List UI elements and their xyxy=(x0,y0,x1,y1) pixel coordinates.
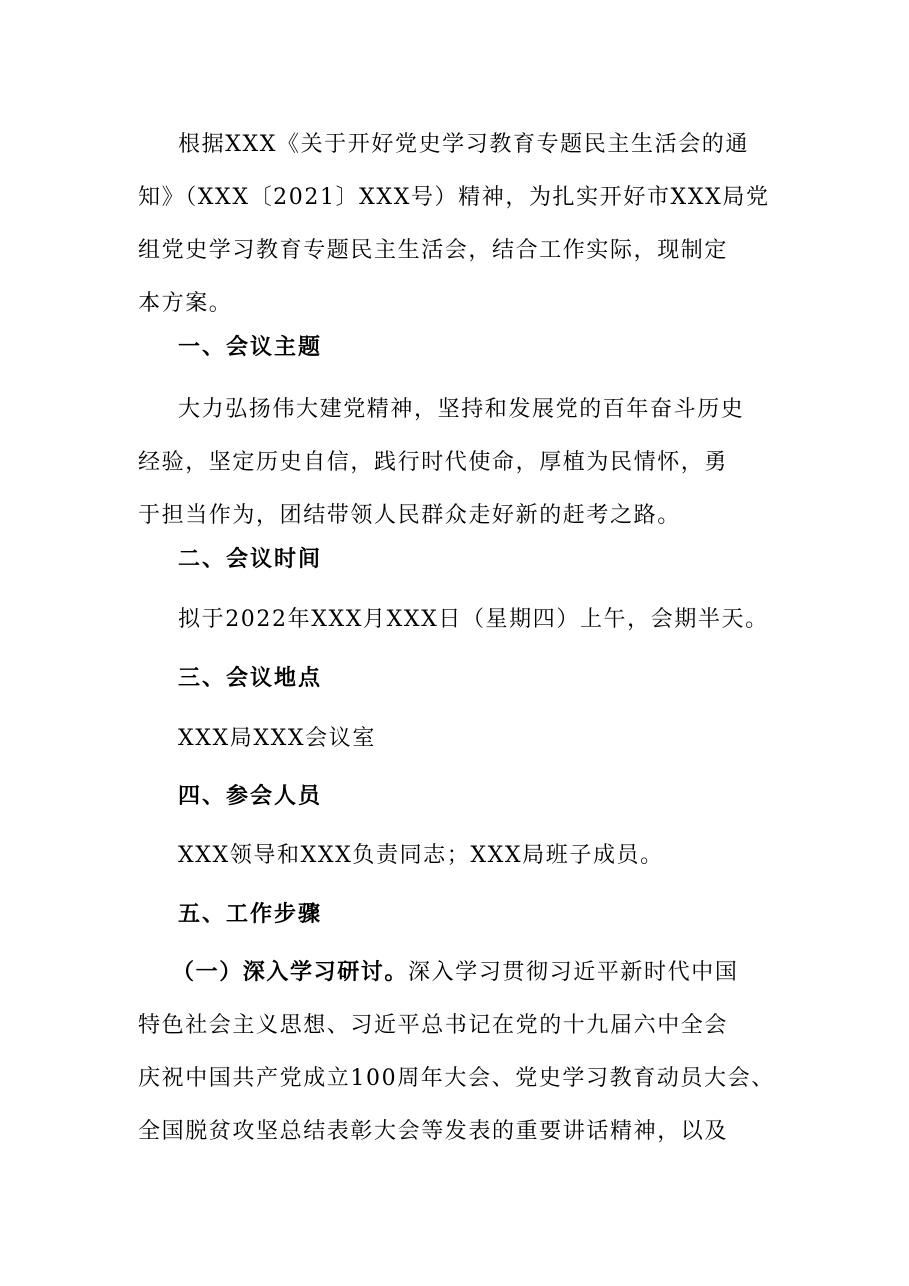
attendees-text: XXX领导和XXX负责同志；XXX局班子成员。 xyxy=(178,843,664,868)
steps-item-1-line-3: 庆祝中国共产党成立100周年大会、党史学习教育动员大会、 xyxy=(138,1066,775,1091)
steps-item-1-line-2: 特色社会主义思想、习近平总书记在党的十九届六中全会 xyxy=(138,1013,729,1038)
theme-paragraph xyxy=(138,383,778,542)
steps-item-1-lead: （一）深入学习研讨。 xyxy=(172,959,409,985)
section-heading-location: 三、会议地点 xyxy=(178,665,323,691)
theme-line-2: 经验，坚定历史自信，践行时代使命，厚植为民情怀，勇 xyxy=(138,450,729,475)
intro-line-3: 组党史学习教育专题民主生活会，结合工作实际，现制定 xyxy=(138,238,729,263)
steps-item-1-first-rest: 深入学习贯彻习近平新时代中国 xyxy=(408,960,739,985)
intro-line-2: 知》（XXX〔2021〕XXX号）精神，为扎实开好市XXX局党 xyxy=(138,185,770,210)
steps-item-1-line-1 xyxy=(138,946,778,999)
steps-item-1-line-4: 全国脱贫攻坚总结表彰大会等发表的重要讲话精神，以及 xyxy=(138,1119,729,1144)
section-heading-attendees: 四、参会人员 xyxy=(178,783,323,809)
intro-paragraph xyxy=(138,118,778,330)
steps-item-1-paragraph xyxy=(138,946,778,1158)
theme-line-1: 大力弘扬伟大建党精神，坚持和发展党的百年奋斗历史 xyxy=(178,397,745,422)
section-heading-theme: 一、会议主题 xyxy=(178,334,323,360)
theme-line-3: 于担当作为，团结带领人民群众走好新的赶考之路。 xyxy=(138,503,681,528)
intro-line-1: 根据XXX《关于开好党史学习教育专题民主生活会的通 xyxy=(178,132,749,157)
time-text: 拟于2022年XXX月XXX日（星期四）上午，会期半天。 xyxy=(178,607,769,632)
section-heading-time: 二、会议时间 xyxy=(178,546,323,572)
section-heading-steps: 五、工作步骤 xyxy=(178,901,323,927)
location-text: XXX局XXX会议室 xyxy=(178,726,376,751)
intro-line-4: 本方案。 xyxy=(138,291,233,316)
